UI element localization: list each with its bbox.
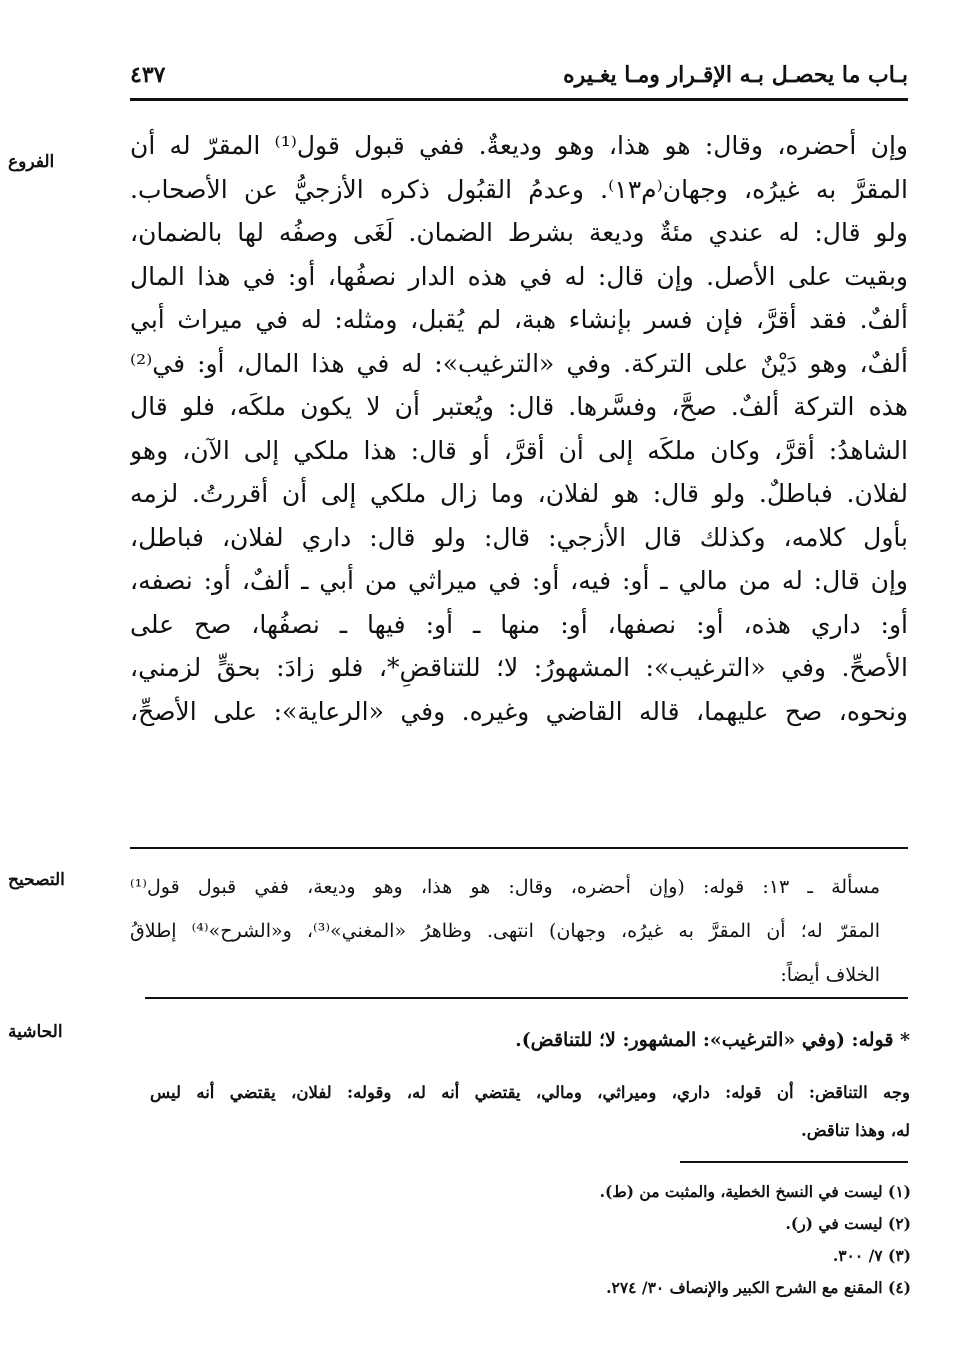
main-text-line: الأصحِّ. وفي «الترغيب»: المشهورُ: لا؛ للتناقضِ*، فلو زادَ: بحقٍّ لزمني،	[130, 653, 908, 682]
tashih-line: مسألة ـ ١٣: قوله: (وإن أحضره، وقال: هو هذا، وهو وديعة، ففي قبول قول⁽¹⁾	[130, 876, 880, 898]
main-text-line: هذه التركة ألفٌ. صحَّ، وفسَّرها. قال: ويُعتبر أن لا يكون ملكَه، فلو قال	[130, 392, 908, 421]
tashih-line: المقرّ له؛ أن المقرَّ به غيرُه، وجهان) انتهى. وظاهرُ «المغني»⁽³⁾، و«الشرح»⁽⁴⁾ إطلاقُ	[130, 920, 880, 942]
main-text-line: لفلان. فباطلٌ. ولو قال: هو لفلان، وما زال ملكي إلى أن أقررتُ. لزمه	[130, 479, 908, 508]
footnote-rule	[680, 1161, 908, 1163]
main-text-line: بأول كلامه، وكذلك قال الأزجي: قال: ولو قال: داري لفلان، فباطل،	[130, 522, 908, 552]
footnote-item: (٣) ٧/ ٣٠٠.	[832, 1246, 911, 1265]
main-text-line: ولو قال: له عندي مئةٌ وديعة بشرط الضمان. لَغَى وصفُه لها بالضمان،	[130, 218, 908, 247]
tashih-line: الخلاف أيضاً:	[780, 964, 880, 986]
footnote-item: (٤) المقنع مع الشرح الكبير والإنصاف ٣٠/ ٢٧٤.	[606, 1278, 911, 1297]
hashiya-section	[150, 1020, 910, 1150]
main-text-line: ألفٌ. فقد أقرَّ، فإن فسر بإنشاء هبة، لم يُقبل، ومثله: له في ميراث أبي	[130, 305, 908, 334]
footnote-item: (١) ليست في النسخ الخطية، والمثبت من (ط).	[599, 1182, 911, 1201]
footnotes	[211, 1176, 911, 1304]
running-title: بـاب ما يحصـل بـه الإقـرار ومـا يغـيره	[563, 62, 908, 88]
page-header	[130, 62, 908, 96]
hashiya-line: له، وهذا تناقض.	[800, 1121, 910, 1140]
header-rule	[130, 98, 908, 101]
footnote-item: (٢) ليست في (ر).	[785, 1214, 911, 1233]
tashih-divider	[145, 997, 908, 999]
hashiya-title: * قوله: (وفي «الترغيب»: المشهور: لا؛ للتناقض).	[515, 1029, 910, 1051]
main-text-line: أو: داري هذه، أو: نصفها، أو: منها ـ أو: فيها ـ نصفُها، صح على	[130, 609, 908, 639]
main-text-line: وبقيت على الأصل. وإن قال: له في هذه الدار نصفُها، أو: في هذا المال	[130, 261, 908, 291]
main-text-divider	[130, 847, 908, 849]
hashiya-line: وجه التناقض: أن قوله: داري، وميراثي، ومالي، يقتضي أنه له، وقوله: لفلان، يقتضي أنه ليس	[150, 1083, 910, 1102]
main-text-line: المقرَّ به غيرُه، وجهان⁽م١٣⁾. وعدمُ القبُول ذكره الأزجيُّ عن الأصحاب.	[130, 174, 908, 204]
margin-label-furu: الفروع	[8, 152, 55, 172]
main-text-line: ألفٌ، وهو دَيْنٌ على التركة. وفي «الترغيب»: له في هذا المال، أو: في⁽²⁾	[130, 348, 908, 378]
margin-label-tashih: التصحيح	[8, 870, 65, 890]
main-text	[130, 124, 908, 733]
main-text-line: وإن أحضره، وقال: هو هذا، وهو وديعةٌ. ففي قبول قول⁽¹⁾ المقرّ له أن	[130, 131, 908, 160]
page-number: ٤٣٧	[130, 62, 166, 88]
main-text-line: وإن قال: له من مالي ـ أو: فيه، أو: في ميراثي من أبي ـ ألفٌ، أو: نصفه،	[130, 566, 908, 595]
hashiya-body	[150, 1074, 910, 1150]
main-text-line: ونحوه، صح عليهما، قاله القاضي وغيره. وفي «الرعاية»: على الأصحِّ،	[130, 696, 908, 726]
margin-label-hashiya: الحاشية	[8, 1022, 63, 1042]
main-text-line: الشاهدُ: أقرَّ، وكان ملكَه إلى أن أقرَّ، أو قال: هذا ملكي إلى الآن، وهو	[130, 435, 908, 465]
tashih-section	[130, 865, 880, 997]
